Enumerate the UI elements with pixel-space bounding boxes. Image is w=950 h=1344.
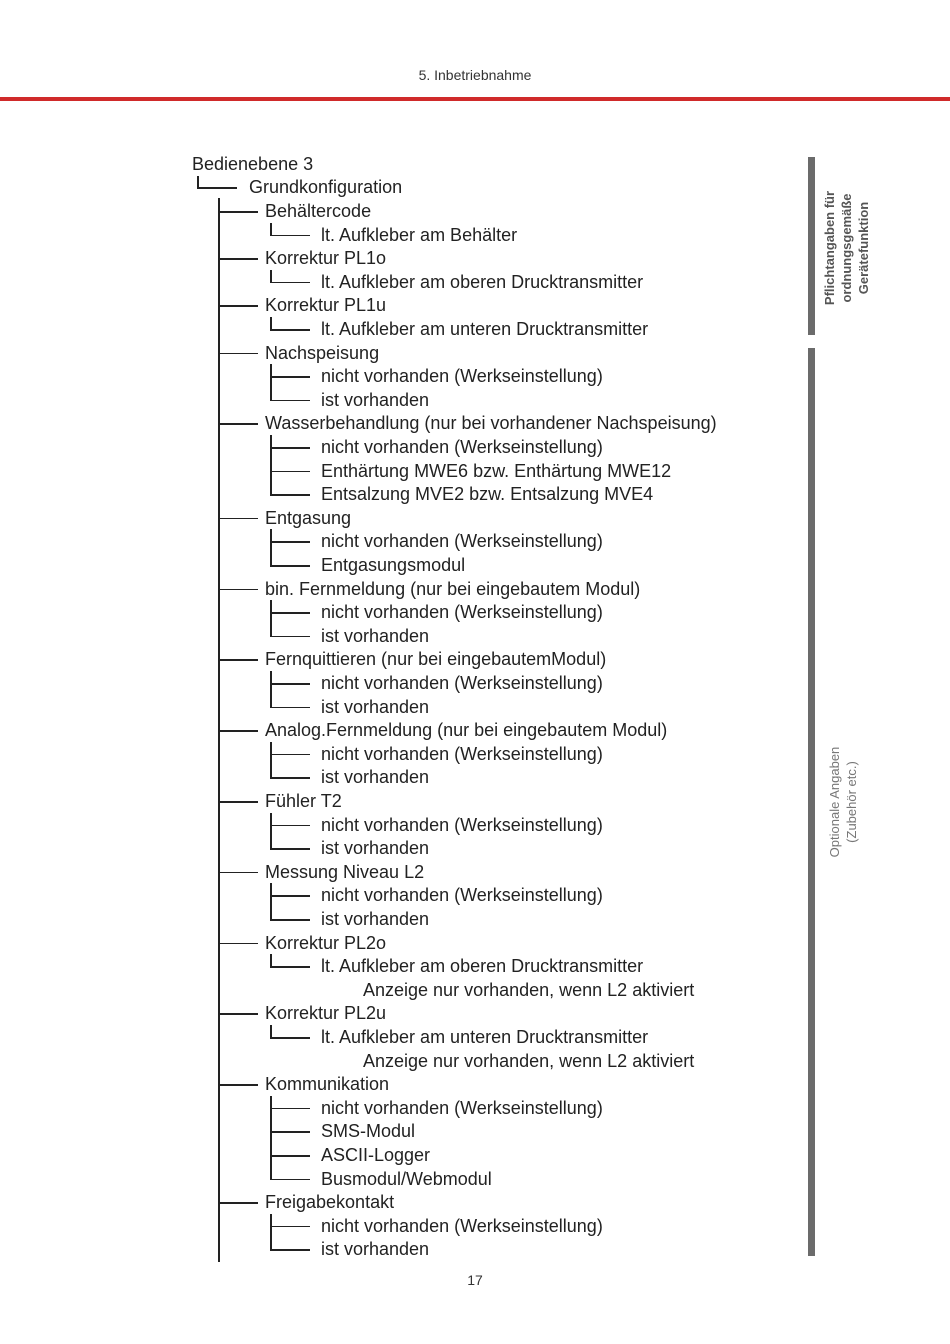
- tree-sub-branch: [270, 777, 310, 779]
- sidebar-required-label: [821, 158, 875, 338]
- tree-sub-trunk: [270, 954, 272, 967]
- tree-item-label: Wasserbehandlung (nur bei vorhandener Nachspeisung): [265, 413, 717, 434]
- tree-sub-branch: [270, 966, 310, 968]
- tree-branch: [218, 1202, 258, 1204]
- tree-sub-branch: [270, 848, 310, 850]
- tree-item-label: Fernquittieren (nur bei eingebautemModul): [265, 649, 607, 670]
- tree-child-label: nicht vorhanden (Werkseinstellung): [321, 1215, 603, 1236]
- tree-item-label: Entgasung: [265, 507, 352, 528]
- tree-child-label: Enthärtung MWE6 bzw. Enthärtung MWE12: [321, 460, 672, 481]
- tree-sub-trunk: [270, 671, 272, 708]
- tree-item-label: Freigabekontakt: [265, 1192, 395, 1213]
- sidebar-required-line: ordnungsgemäße: [839, 193, 854, 303]
- tree-branch: [218, 589, 258, 591]
- tree-branch: [218, 872, 258, 874]
- tree-branch: [218, 1013, 258, 1015]
- tree-sub-trunk: [270, 883, 272, 920]
- tree-sub-trunk: [270, 813, 272, 850]
- tree-root: Bedienebene 3: [192, 154, 314, 174]
- tree-sub-branch: [270, 683, 310, 685]
- tree-sub-trunk: [270, 600, 272, 637]
- tree-level1: Grundkonfiguration: [249, 177, 403, 197]
- tree-sub-branch: [270, 754, 310, 756]
- tree-child-label: ist vorhanden: [321, 909, 430, 929]
- tree-sub-trunk: [270, 364, 272, 401]
- tree-child-label: lt. Aufkleber am unteren Drucktransmitter: [321, 319, 649, 339]
- tree-child-label: nicht vorhanden (Werkseinstellung): [321, 1097, 603, 1118]
- tree-sub-trunk: [270, 317, 272, 330]
- tree-sub-branch: [270, 1226, 310, 1228]
- tree-child-label: Entgasungsmodul: [321, 555, 466, 575]
- tree-sub-branch: [270, 282, 310, 284]
- tree-item-label: Korrektur PL1o: [265, 248, 387, 269]
- tree-sub-branch: [270, 541, 310, 543]
- tree-child-label: Busmodul/Webmodul: [321, 1168, 492, 1189]
- tree-child-label: nicht vorhanden (Werkseinstellung): [321, 743, 603, 764]
- tree-item-label: Nachspeisung: [265, 342, 380, 363]
- sidebar-optional-label: [826, 732, 862, 872]
- tree-sub-branch: [270, 447, 310, 449]
- tree-sub-branch: [270, 1131, 310, 1133]
- tree-child-label: nicht vorhanden (Werkseinstellung): [321, 366, 603, 387]
- tree-connector: [197, 187, 237, 189]
- tree-sub-trunk: [270, 270, 272, 283]
- tree-item-label: Korrektur PL2o: [265, 932, 387, 953]
- tree-sub-trunk: [270, 1025, 272, 1038]
- sidebar-required-line: Pflichtangaben für: [822, 190, 837, 306]
- tree-sub-branch: [270, 919, 310, 921]
- tree-branch: [218, 659, 258, 661]
- tree-sub-branch: [270, 612, 310, 614]
- tree-note: Anzeige nur vorhanden, wenn L2 aktiviert: [363, 1050, 695, 1071]
- tree-child-label: lt. Aufkleber am Behälter: [321, 224, 518, 245]
- page-number: 17: [467, 1272, 483, 1288]
- tree-sub-branch: [270, 895, 310, 897]
- tree-item-label: Messung Niveau L2: [265, 861, 425, 882]
- tree-child-label: ist vorhanden: [321, 838, 430, 859]
- tree-branch: [218, 730, 258, 732]
- tree-connector: [197, 176, 199, 187]
- tree-item-label: Behältercode: [265, 201, 372, 221]
- tree-sub-branch: [270, 1108, 310, 1110]
- tree-branch: [218, 423, 258, 425]
- tree-sub-trunk: [270, 223, 272, 236]
- tree-sub-trunk: [270, 529, 272, 566]
- tree-sub-branch: [270, 400, 310, 402]
- tree-child-label: SMS-Modul: [321, 1121, 416, 1142]
- tree-item-label: bin. Fernmeldung (nur bei eingebautem Modul): [265, 578, 641, 599]
- tree-branch: [218, 518, 258, 520]
- tree-item-label: Analog.Fernmeldung (nur bei eingebautem Modul): [265, 720, 668, 741]
- tree-child-label: lt. Aufkleber am unteren Drucktransmitter: [321, 1027, 649, 1047]
- tree-child-label: ist vorhanden: [321, 389, 430, 410]
- tree-branch: [218, 258, 258, 260]
- tree-sub-trunk: [270, 1214, 272, 1251]
- tree-sub-trunk: [270, 435, 272, 495]
- tree-sub-branch: [270, 565, 310, 567]
- sidebar-optional-line: (Zubehör etc.): [844, 761, 859, 843]
- optional-bar: [808, 348, 815, 1256]
- tree-child-label: ist vorhanden: [321, 1239, 430, 1260]
- tree-child-label: ist vorhanden: [321, 767, 430, 788]
- tree-branch: [218, 353, 258, 355]
- tree-sub-branch: [270, 825, 310, 827]
- tree-sub-branch: [270, 636, 310, 638]
- tree-child-label: Entsalzung MVE2 bzw. Entsalzung MVE4: [321, 484, 654, 505]
- tree-child-label: nicht vorhanden (Werkseinstellung): [321, 602, 603, 623]
- tree-item-label: Korrektur PL1u: [265, 295, 387, 316]
- tree-sub-branch: [270, 707, 310, 709]
- sidebar-optional-line: Optionale Angaben: [827, 746, 842, 858]
- required-bar: [808, 157, 815, 335]
- tree-sub-branch: [270, 1037, 310, 1039]
- tree-sub-branch: [270, 471, 310, 473]
- tree-child-label: ist vorhanden: [321, 625, 430, 646]
- tree-child-label: lt. Aufkleber am oberen Drucktransmitter: [321, 271, 644, 292]
- tree-child-label: nicht vorhanden (Werkseinstellung): [321, 673, 603, 693]
- tree-sub-branch: [270, 494, 310, 496]
- tree-item-label: Kommunikation: [265, 1074, 390, 1095]
- tree-trunk: [218, 198, 220, 1262]
- tree-child-label: nicht vorhanden (Werkseinstellung): [321, 437, 603, 457]
- tree-branch: [218, 305, 258, 307]
- tree-sub-branch: [270, 1179, 310, 1181]
- tree-branch: [218, 1084, 258, 1086]
- tree-item-label: Fühler T2: [265, 791, 342, 811]
- tree-sub-branch: [270, 376, 310, 378]
- tree-sub-branch: [270, 329, 310, 331]
- tree-note: Anzeige nur vorhanden, wenn L2 aktiviert: [363, 979, 695, 1000]
- tree-sub-branch: [270, 1249, 310, 1251]
- tree-branch: [218, 801, 258, 803]
- tree-child-label: nicht vorhanden (Werkseinstellung): [321, 885, 603, 906]
- tree-child-label: nicht vorhanden (Werkseinstellung): [321, 531, 603, 552]
- tree-child-label: lt. Aufkleber am oberen Drucktransmitter: [321, 956, 644, 977]
- tree-sub-branch: [270, 235, 310, 237]
- tree-sub-branch: [270, 1155, 310, 1157]
- tree-sub-trunk: [270, 1096, 272, 1180]
- tree-branch: [218, 943, 258, 945]
- tree-sub-trunk: [270, 742, 272, 779]
- sidebar-required-line: Gerätefunktion: [856, 201, 871, 295]
- tree-branch: [218, 211, 258, 213]
- running-header: 5. Inbetriebnahme: [418, 67, 532, 83]
- tree-child-label: ist vorhanden: [321, 696, 430, 717]
- tree-child-label: ASCII-Logger: [321, 1145, 431, 1165]
- tree-child-label: nicht vorhanden (Werkseinstellung): [321, 814, 603, 835]
- tree-item-label: Korrektur PL2u: [265, 1003, 387, 1024]
